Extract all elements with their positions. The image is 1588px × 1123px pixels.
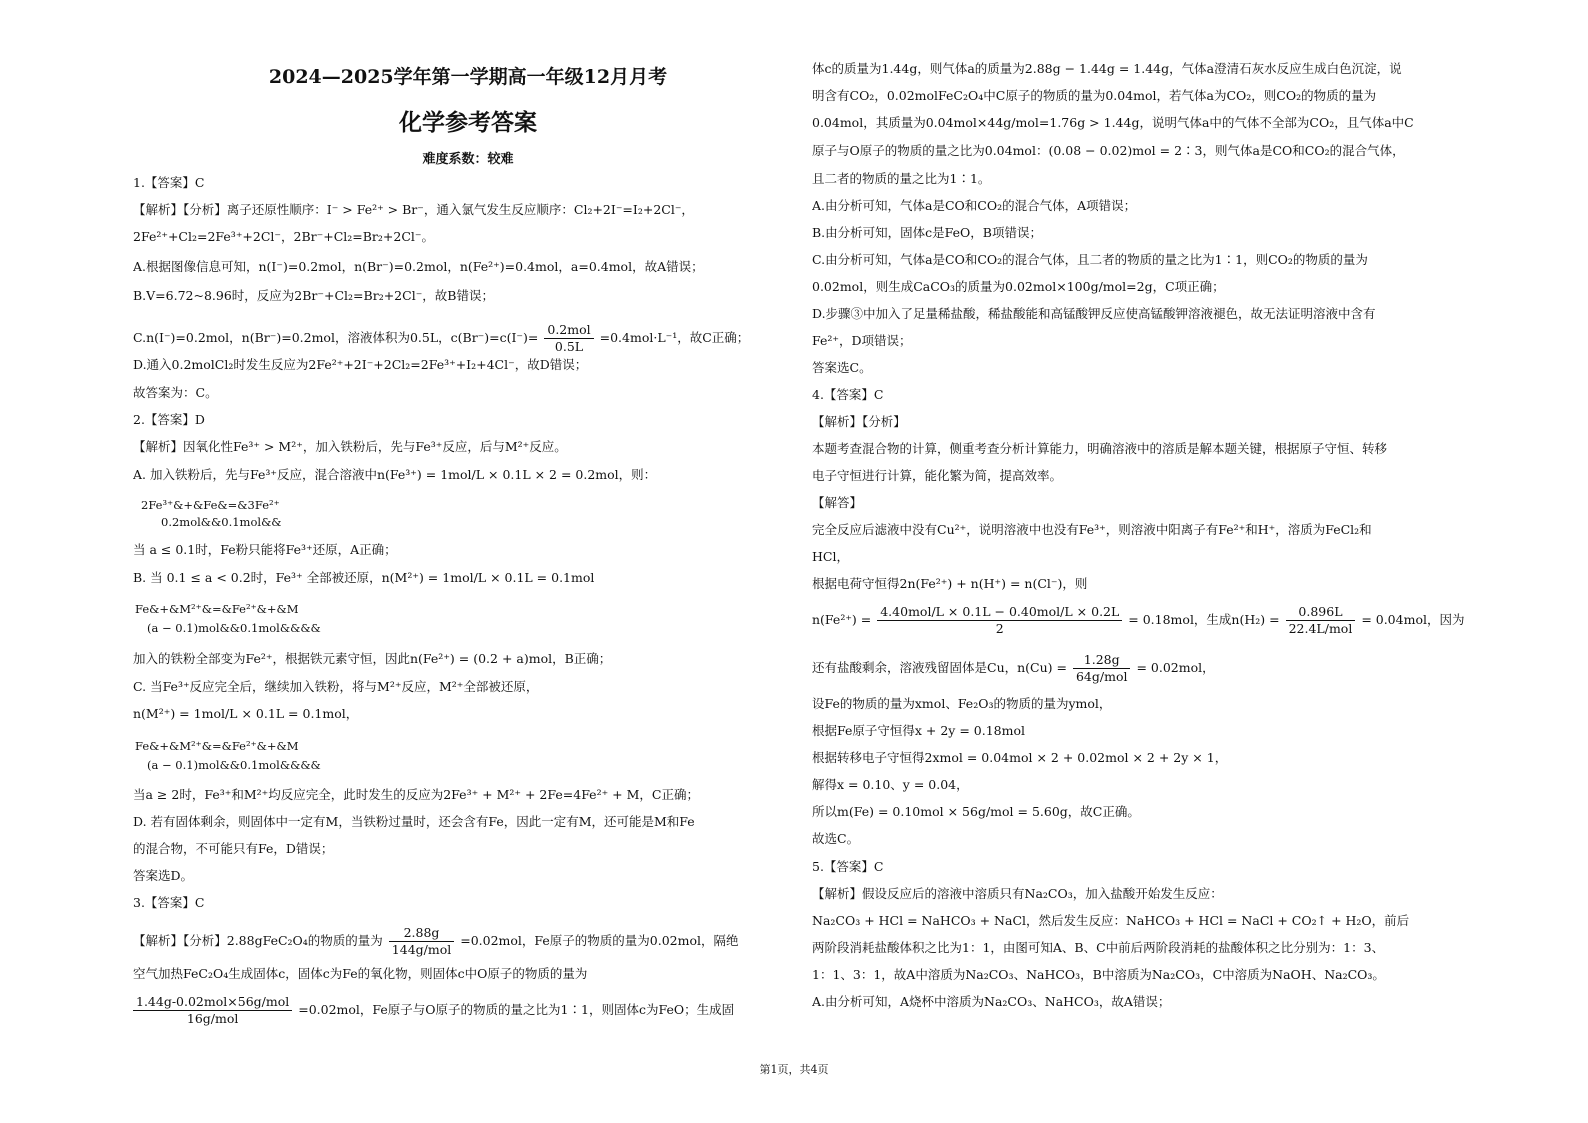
answer-text: 还有盐酸剩余，溶液残留固体是Cu，n(Cu) = bbox=[812, 660, 1067, 675]
equation-line: (a − 0.1)mol&&0.1mol&&&& bbox=[147, 758, 321, 772]
answer-line: A.由分析可知，A烧杯中溶质为Na₂CO₃、NaHCO₃，故A错误； bbox=[812, 994, 1171, 1009]
equation-line: 2Fe³⁺&+&Fe&=&3Fe²⁺ bbox=[141, 498, 280, 512]
denominator: 2 bbox=[995, 621, 1004, 636]
answer-line: 5.【答案】C bbox=[812, 859, 884, 874]
answer-line: 【解答】 bbox=[812, 495, 863, 510]
fraction bbox=[877, 604, 1122, 637]
answer-line: 设Fe的物质的量为xmol、Fe₂O₃的物质的量为ymol， bbox=[812, 696, 1112, 711]
answer-line: 原子与O原子的物质的量之比为0.04mol：(0.08 − 0.02)mol = 2∶3，则气体a是CO和CO₂的混合气体， bbox=[812, 143, 1405, 158]
answer-text: =0.02mol，Fe原子的物质的量为0.02mol，隔绝 bbox=[460, 933, 739, 948]
answer-line: 完全反应后滤液中没有Cu²⁺，说明溶液中也没有Fe³⁺，则溶液中阳离子有Fe²⁺和H⁺，溶质为FeCl₂和 bbox=[812, 522, 1372, 537]
answer-line: 4.【答案】C bbox=[812, 387, 884, 402]
answer-line: A.根据图像信息可知，n(I⁻)=0.2mol，n(Br⁻)=0.2mol，n(Fe²⁺)=0.4mol，a=0.4mol，故A错误； bbox=[133, 259, 704, 274]
difficulty-label: 难度系数：较难 bbox=[422, 152, 514, 167]
document-title: 2024—2025学年第一学期高一年级12月月考 bbox=[268, 66, 668, 88]
answer-line: 根据转移电子守恒得2xmol = 0.04mol × 2 + 0.02mol × 2 + 2y × 1， bbox=[812, 750, 1228, 765]
answer-line: 【解析】【分析】 bbox=[812, 414, 906, 429]
answer-line-with-fraction bbox=[133, 322, 749, 355]
answer-line: 两阶段消耗盐酸体积之比为1：1，由图可知A、B、C中前后两阶段消耗的盐酸体积之比分别为：1：3、 bbox=[812, 940, 1385, 955]
answer-line: D.步骤③中加入了足量稀盐酸，稀盐酸能和高锰酸钾反应使高锰酸钾溶液褪色，故无法证明溶液中含有 bbox=[812, 306, 1376, 321]
answer-text: = 0.02mol， bbox=[1136, 660, 1215, 675]
answer-text: = 0.18mol，生成n(H₂) = bbox=[1128, 612, 1280, 627]
answer-line: 根据Fe原子守恒得x + 2y = 0.18mol bbox=[812, 723, 1026, 738]
answer-line: 电子守恒进行计算，能化繁为简，提高效率。 bbox=[812, 468, 1063, 483]
answer-line: 当 a ≤ 0.1时，Fe粉只能将Fe³⁺还原，A正确； bbox=[133, 542, 397, 557]
answer-line: 体c的质量为1.44g，则气体a的质量为2.88g − 1.44g = 1.44g，气体a澄清石灰水反应生成白色沉淀，说 bbox=[812, 61, 1402, 76]
answer-line-with-fraction bbox=[812, 652, 1215, 685]
answer-line: 【解析】因氧化性Fe³⁺ > M²⁺，加入铁粉后，先与Fe³⁺反应，后与M²⁺反应。 bbox=[133, 439, 567, 454]
answer-line-with-fraction bbox=[133, 925, 739, 958]
answer-line: 1.【答案】C bbox=[133, 175, 205, 190]
answer-line: HCl， bbox=[812, 549, 849, 564]
answer-line: B.由分析可知，固体c是FeO，B项错误； bbox=[812, 225, 1042, 240]
answer-line: 故选C。 bbox=[812, 831, 860, 846]
answer-line: C. 当Fe³⁺反应完全后，继续加入铁粉，将与M²⁺反应，M²⁺全部被还原， bbox=[133, 679, 539, 694]
numerator: 2.88g bbox=[389, 925, 454, 942]
equation-line: 0.2mol&&0.1mol&& bbox=[161, 515, 282, 529]
answer-line: 本题考查混合物的计算，侧重考查分析计算能力，明确溶液中的溶质是解本题关键，根据原子守恒、转移 bbox=[812, 441, 1388, 456]
answer-line: 的混合物，不可能只有Fe，D错误； bbox=[133, 841, 334, 856]
denominator: 16g/mol bbox=[186, 1011, 239, 1026]
right-column bbox=[812, 0, 1467, 1090]
denominator: 64g/mol bbox=[1075, 669, 1128, 684]
answer-text: =0.02mol，Fe原子与O原子的物质的量之比为1∶1，则固体c为FeO；生成固 bbox=[298, 1002, 735, 1017]
answer-text: = 0.04mol，因为 bbox=[1361, 612, 1465, 627]
answer-line: 且二者的物质的量之比为1∶1。 bbox=[812, 171, 991, 186]
answer-line: 【解析】假设反应后的溶液中溶质只有Na₂CO₃，加入盐酸开始发生反应： bbox=[812, 886, 1223, 901]
denominator: 0.5L bbox=[554, 339, 584, 354]
document-subtitle: 化学参考答案 bbox=[399, 109, 537, 136]
equation-line: Fe&+&M²⁺&=&Fe²⁺&+&M bbox=[135, 602, 299, 616]
equation-line: (a − 0.1)mol&&0.1mol&&&& bbox=[147, 621, 321, 635]
answer-line: 【解析】【分析】离子还原性顺序：I⁻ > Fe²⁺ > Br⁻，通入氯气发生反应顺序：Cl₂+2I⁻=I₂+2Cl⁻， bbox=[133, 202, 694, 217]
answer-line: 答案选D。 bbox=[133, 868, 194, 883]
fraction bbox=[389, 925, 454, 958]
answer-line: 空气加热FeC₂O₄生成固体c，固体c为Fe的氧化物，则固体c中O原子的物质的量为 bbox=[133, 966, 588, 981]
numerator: 0.896L bbox=[1286, 604, 1356, 621]
answer-text: C.n(I⁻)=0.2mol，n(Br⁻)=0.2mol，溶液体积为0.5L，c(Br⁻)=c(I⁻)= bbox=[133, 330, 539, 345]
page-footer: 第1页，共4页 bbox=[759, 1063, 829, 1076]
fraction bbox=[544, 322, 593, 355]
answer-line: 解得x = 0.10、y = 0.04， bbox=[812, 777, 969, 792]
equation-line: Fe&+&M²⁺&=&Fe²⁺&+&M bbox=[135, 739, 299, 753]
answer-line: A.由分析可知，气体a是CO和CO₂的混合气体，A项错误； bbox=[812, 198, 1137, 213]
answer-line: Fe²⁺，D项错误； bbox=[812, 333, 912, 348]
answer-line: D.通入0.2molCl₂时发生反应为2Fe²⁺+2I⁻+2Cl₂=2Fe³⁺+I₂+4Cl⁻，故D错误； bbox=[133, 357, 588, 372]
answer-line: B. 当 0.1 ≤ a < 0.2时，Fe³⁺ 全部被还原，n(M²⁺) = 1mol/L × 0.1L = 0.1mol bbox=[133, 570, 595, 585]
answer-line: A. 加入铁粉后，先与Fe³⁺反应，混合溶液中n(Fe³⁺) = 1mol/L × 0.1L × 2 = 0.2mol，则： bbox=[133, 467, 657, 482]
answer-line: n(M²⁺) = 1mol/L × 0.1L = 0.1mol， bbox=[133, 706, 359, 721]
answer-line: 2.【答案】D bbox=[133, 412, 205, 427]
fraction bbox=[133, 994, 292, 1027]
answer-line: Na₂CO₃ + HCl = NaHCO₃ + NaCl，然后发生反应：NaHCO₃ + HCl = NaCl + CO₂↑ + H₂O，前后 bbox=[812, 913, 1410, 928]
answer-line-with-fraction bbox=[133, 994, 734, 1027]
answer-line: B.V=6.72~8.96时，反应为2Br⁻+Cl₂=Br₂+2Cl⁻，故B错误； bbox=[133, 288, 494, 303]
answer-line: 根据电荷守恒得2n(Fe²⁺) + n(H⁺) = n(Cl⁻)，则 bbox=[812, 576, 1088, 591]
answer-line: 答案选C。 bbox=[812, 360, 872, 375]
answer-text: =0.4mol·L⁻¹，故C正确； bbox=[599, 330, 750, 345]
answer-line: 1：1、3：1，故A中溶质为Na₂CO₃、NaHCO₃，B中溶质为Na₂CO₃，C中溶质为NaOH、Na₂CO₃。 bbox=[812, 967, 1385, 982]
answer-text: 【解析】【分析】2.88gFeC₂O₄的物质的量为 bbox=[133, 933, 383, 948]
denominator: 144g/mol bbox=[391, 942, 452, 957]
answer-line: 加入的铁粉全部变为Fe²⁺，根据铁元素守恒，因此n(Fe²⁺) = (0.2 + a)mol，B正确； bbox=[133, 651, 612, 666]
answer-line: 0.02mol，则生成CaCO₃的质量为0.02mol×100g/mol=2g，C项正确； bbox=[812, 279, 1225, 294]
answer-text: n(Fe²⁺) = bbox=[812, 612, 872, 627]
answer-line: D. 若有固体剩余，则固体中一定有M，当铁粉过量时，还会含有Fe，因此一定有M，还可能是M和Fe bbox=[133, 814, 695, 829]
answer-line: 当a ≥ 2时，Fe³⁺和M²⁺均反应完全，此时发生的反应为2Fe³⁺ + M²⁺ + 2Fe=4Fe²⁺ + M，C正确； bbox=[133, 787, 699, 802]
numerator: 1.28g bbox=[1073, 652, 1131, 669]
answer-line: 3.【答案】C bbox=[133, 895, 205, 910]
numerator: 4.40mol/L × 0.1L − 0.40mol/L × 0.2L bbox=[877, 604, 1122, 621]
numerator: 1.44g-0.02mol×56g/mol bbox=[133, 994, 292, 1011]
left-column bbox=[133, 0, 788, 1090]
fraction bbox=[1286, 604, 1356, 637]
answer-line: 2Fe²⁺+Cl₂=2Fe³⁺+2Cl⁻，2Br⁻+Cl₂=Br₂+2Cl⁻。 bbox=[133, 229, 434, 244]
fraction bbox=[1073, 652, 1131, 685]
numerator: 0.2mol bbox=[544, 322, 593, 339]
answer-line: 0.04mol，其质量为0.04mol×44g/mol=1.76g > 1.44g，说明气体a中的气体不全部为CO₂，且气体a中C bbox=[812, 115, 1414, 130]
denominator: 22.4L/mol bbox=[1288, 621, 1353, 636]
answer-line-with-fraction bbox=[812, 604, 1464, 637]
answer-line: C.由分析可知，气体a是CO和CO₂的混合气体，且二者的物质的量之比为1∶1，则CO₂的物质的量为 bbox=[812, 252, 1368, 267]
answer-line: 所以m(Fe) = 0.10mol × 56g/mol = 5.60g，故C正确。 bbox=[812, 804, 1140, 819]
answer-line: 明含有CO₂，0.02molFeC₂O₄中C原子的物质的量为0.04mol，若气体a为CO₂，则CO₂的物质的量为 bbox=[812, 88, 1377, 103]
answer-line: 故答案为：C。 bbox=[133, 385, 218, 400]
